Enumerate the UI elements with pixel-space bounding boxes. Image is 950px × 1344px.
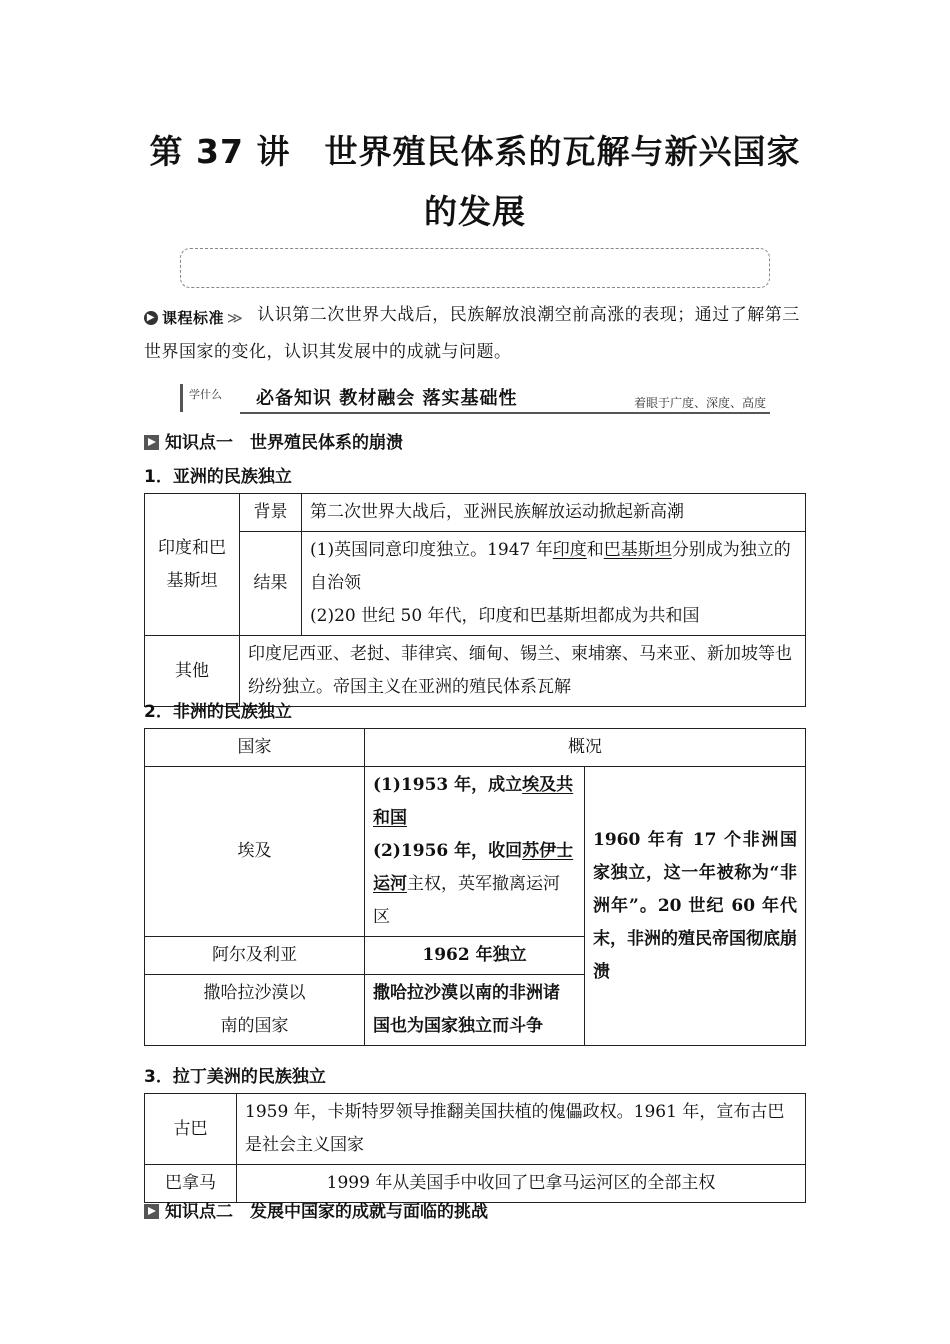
india-cell: 印度和巴基斯坦 — [145, 494, 240, 636]
panama-label: 巴拿马 — [145, 1165, 237, 1203]
knowledge-point-1: 知识点一 世界殖民体系的崩溃 — [144, 428, 403, 453]
result-text: (1)英国同意印度独立。1947 年印度和巴基斯坦分别成为独立的自治领 (2)20 世纪 50 年代，印度和巴基斯坦都成为共和国 — [302, 532, 806, 636]
other-label: 其他 — [145, 636, 240, 707]
sahara-label: 撒哈拉沙漠以南的国家 — [145, 975, 365, 1046]
dashed-frame — [180, 248, 770, 288]
section-1-heading: 1．亚洲的民族独立 — [144, 467, 292, 487]
latin-america-table — [144, 1093, 806, 1203]
africa-summary: 1960 年有 17 个非洲国家独立，这一年被称为“非洲年”。20 世纪 60 年代末，非洲的殖民帝国彻底崩溃 — [585, 767, 806, 1046]
other-text: 印度尼西亚、老挝、菲律宾、缅甸、锡兰、柬埔寨、马来亚、新加坡等也纷纷独立。帝国主义在亚洲的殖民体系瓦解 — [240, 636, 806, 707]
col-overview: 概况 — [365, 729, 806, 767]
egypt-label: 埃及 — [145, 767, 365, 937]
cuba-label: 古巴 — [145, 1094, 237, 1165]
africa-table — [144, 728, 806, 1046]
algeria-text: 1962 年独立 — [365, 937, 585, 975]
course-standard-label: ▶ 课程标准 ≫ — [144, 301, 243, 335]
col-country: 国家 — [145, 729, 365, 767]
algeria-label: 阿尔及利亚 — [145, 937, 365, 975]
section-3-heading: 3．拉丁美洲的民族独立 — [144, 1067, 326, 1087]
page-title-line1: 第 37 讲 世界殖民体系的瓦解与新兴国家 — [149, 132, 801, 171]
sahara-text: 撒哈拉沙漠以南的非洲诸国也为国家独立而斗争 — [365, 975, 585, 1046]
learn-icon: 学什么 — [180, 384, 243, 412]
knowledge-point-2: 知识点二 发展中国家的成就与面临的挑战 — [144, 1197, 488, 1222]
result-label: 结果 — [240, 532, 302, 636]
course-standard — [144, 298, 808, 369]
banner-title: 必备知识 教材融会 落实基础性 — [256, 388, 518, 409]
banner-divider — [240, 412, 770, 414]
section-2-heading: 2．非洲的民族独立 — [144, 702, 292, 722]
double-arrow-icon: ≫ — [227, 309, 244, 327]
play-icon — [144, 435, 159, 450]
asia-table — [144, 493, 806, 707]
section-banner — [180, 380, 770, 414]
page-title-line2: 的发展 — [424, 192, 526, 231]
background-text: 第二次世界大战后，亚洲民族解放运动掀起新高潮 — [302, 494, 806, 532]
course-standard-text: 认识第二次世界大战后，民族解放浪潮空前高涨的表现；通过了解第三世界国家的变化，认识其发展中的成就与问题。 — [144, 305, 800, 362]
cuba-text: 1959 年，卡斯特罗领导推翻美国扶植的傀儡政权。1961 年，宣布古巴是社会主义国家 — [237, 1094, 806, 1165]
egypt-text: (1)1953 年，成立埃及共和国 (2)1956 年，收回苏伊士运河主权，英军撤离运河区 — [365, 767, 585, 937]
play-icon — [144, 1204, 159, 1219]
play-circle-icon: ▶ — [144, 311, 158, 325]
banner-subtitle: 着眼于广度、深度、高度 — [633, 396, 766, 410]
background-label: 背景 — [240, 494, 302, 532]
panama-text: 1999 年从美国手中收回了巴拿马运河区的全部主权 — [237, 1165, 806, 1203]
